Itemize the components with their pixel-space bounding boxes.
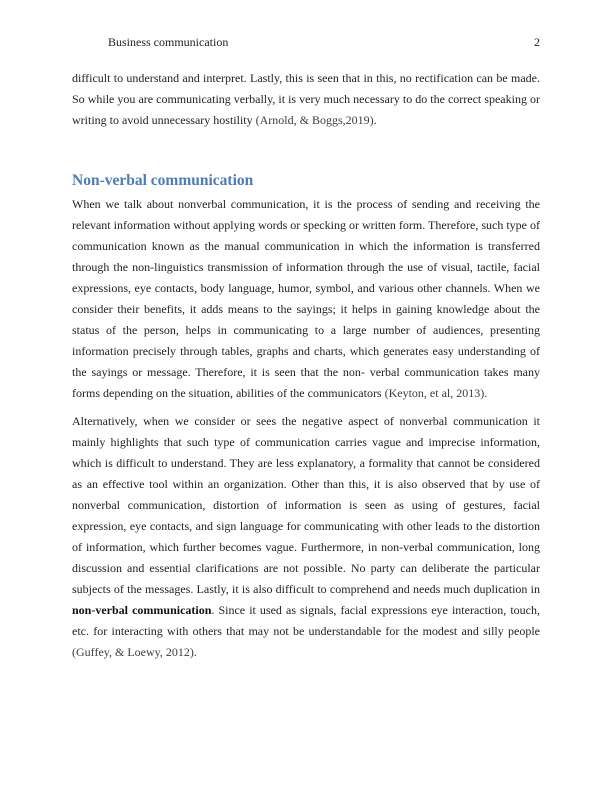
- paragraph-nonverbal-definition: [72, 194, 540, 404]
- paragraph-text: When we talk about nonverbal communication, it is the process of sending and receiving the relevant information without applying words or specking or written form. Therefore, such type of communication known as the manual communication in which the information is transferred through the non-linguistics transmission of information through the use of visual, tactile, facial expressions, eye contacts, body language, humor, symbol, and various other channels. When we consider their benefits, it adds means to the sayings; it helps in gaining knowledge about the status of the person, helps in communicating to a large number of audiences, presenting information precisely through tables, graphs and charts, which generates easy understanding of the sayings or message. Therefore, it is seen that the non- verbal communication takes many forms depending on the situation, abilities of the communicators: [72, 197, 540, 400]
- header-title: Business communication: [108, 35, 229, 49]
- citation: (Guffey, & Loewy, 2012): [72, 645, 194, 659]
- section-heading: Non-verbal communication: [72, 172, 254, 189]
- paragraph-nonverbal-drawbacks: [72, 411, 540, 663]
- paragraph-verbal-conclusion: [72, 68, 540, 131]
- paragraph-end: .: [193, 645, 197, 659]
- page-header: [108, 35, 540, 51]
- bold-term: non-verbal communication: [72, 603, 212, 617]
- paragraph-end: .: [373, 113, 377, 127]
- paragraph-text: difficult to understand and interpret. Lastly, this is seen that in this, no rectification can be made. So while you are communicating verbally, it is very much necessary to do the correct speaking or writing to avoid unnecessary hostility: [72, 71, 540, 127]
- paragraph-text-continued: . Since it used as signals, facial expressions eye interaction, touch, etc. for interacting with others that may not be understandable for the modest and silly people: [72, 603, 540, 638]
- paragraph-text: Alternatively, when we consider or sees the negative aspect of nonverbal communication it mainly highlights that such type of communication carries vague and imprecise information, which is difficult to understand. They are less explanatory, a formality that cannot be considered as an effective tool within an organization. Other than this, it is also observed that by use of nonverbal communication, distortion of information is seen as using of gestures, facial expression, eye contacts, and sign language for communicating with other leads to the distortion of information, which further becomes vague. Furthermore, in non-verbal communication, long discussion and essential clarifications are not possible. No party can deliberate the particular subjects of the messages. Lastly, it is also difficult to comprehend and needs much duplication in: [72, 414, 540, 596]
- page-number: 2: [534, 35, 540, 49]
- citation: (Arnold, & Boggs,2019): [255, 113, 374, 127]
- paragraph-end: .: [484, 386, 488, 400]
- citation: (Keyton, et al, 2013): [384, 386, 485, 400]
